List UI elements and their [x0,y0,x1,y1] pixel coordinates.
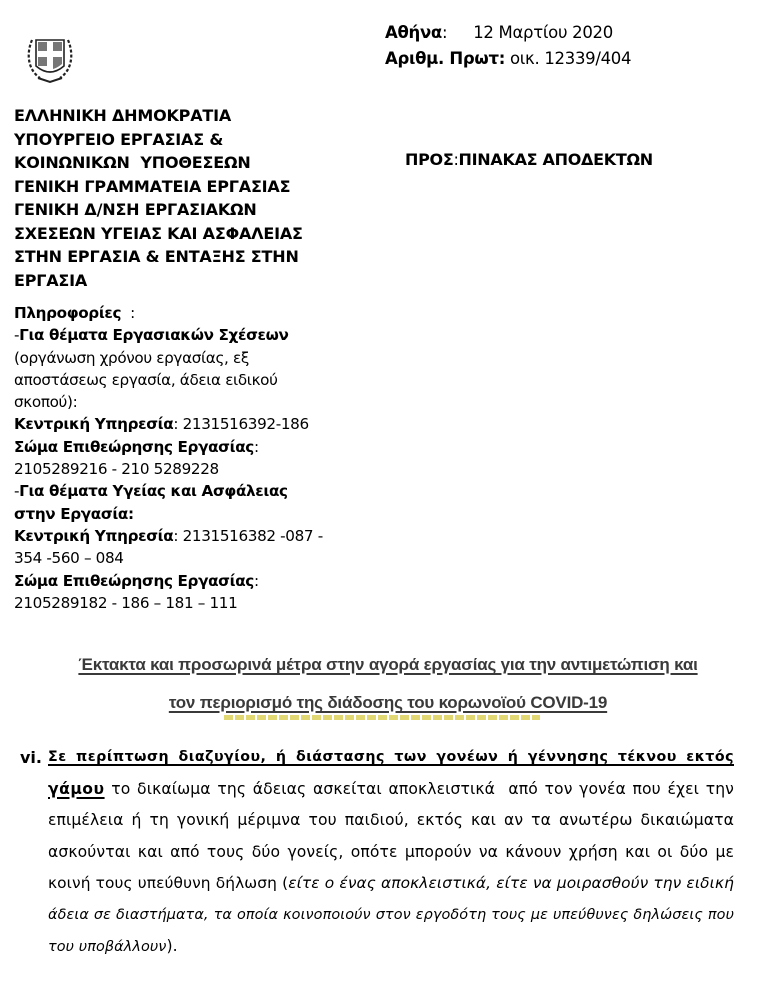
dash: - [14,326,20,345]
section2-heading [14,480,323,502]
recipient-label: ΠΡΟΣ [405,150,454,169]
section1-heading [14,324,323,346]
contact-info [14,302,323,614]
org-line: ΚΟΙΝΩΝΙΚΩΝ ΥΠΟΘΕΣΕΩΝ [14,153,251,172]
sep: : [253,571,259,590]
section2-heading-cont [14,503,323,525]
section1-title: Για θέματα Εργασιακών Σχέσεων [19,326,289,345]
italic-text: άδεια σε διαστήματα, τα οποία κοινοποιούν στον εργοδότη τους με υπεύθυνες δηλώσεις που [48,906,734,923]
city-sep: : [441,23,448,42]
info-title-sep: : [121,304,135,322]
para-line [48,868,734,900]
date-line [385,20,631,46]
text: ). [166,937,178,955]
city-label: Αθήνα [385,23,442,42]
info-title: Πληροφορίες [14,304,122,322]
emphasis-underlined: Σε περίπτωση διαζυγίου, ή διάστασης των γονέων ή γέννησης τέκνου εκτός [48,749,734,765]
sep: : [253,437,259,456]
protocol-number: οικ. 12339/404 [509,49,632,68]
inspection-phone-2: 2105289182 - 186 – 181 – 111 [14,593,238,612]
recipient-value: ΠΙΝΑΚΑΣ ΑΠΟΔΕΚΤΩΝ [458,150,653,169]
document-title [0,646,776,722]
section1-desc-line: (οργάνωση χρόνου εργασίας, εξ [14,348,249,367]
title-divider [224,715,540,720]
para-line: ασκούνται και από τους δύο γονείς, οπότε μπορούν να κάνουν χρήση και οι δύο με [48,842,734,861]
org-line: ΣΤΗΝ ΕΡΓΑΣΙΑ & ΕΝΤΑΞΗΣ ΣΤΗΝ [14,247,299,266]
central-phone: : 2131516382 -087 - [173,526,323,545]
central-service-2 [14,525,323,547]
org-line: ΣΧΕΣΕΩΝ ΥΓΕΙΑΣ ΚΑΙ ΑΣΦΑΛΕΙΑΣ [14,223,303,243]
central-phone-cont: 354 -560 – 084 [14,549,124,568]
protocol-line [385,46,631,72]
section2-title-cont: στην Εργασία: [14,504,134,523]
issuing-organization [14,104,303,292]
org-line: ΕΛΛΗΝΙΚΗ ΔΗΜΟΚΡΑΤΙΑ [14,106,232,125]
org-line: ΓΕΝΙΚΗ Δ/ΝΣΗ ΕΡΓΑΣΙΑΚΩΝ [14,200,257,219]
section1-desc-line: αποστάσεως εργασία, άδεια ειδικού [14,370,278,389]
title-line-2: τον περιορισμό της διάδοσης του κορωνοϊού COVID-19 [168,693,608,712]
item-number: vi. [20,748,42,767]
protocol-label: Αριθμ. Πρωτ: [385,49,505,68]
org-line: ΥΠΟΥΡΓΕΙΟ ΕΡΓΑΣΙΑΣ & [14,129,224,149]
emphasis-underlined: γάμου [48,779,105,798]
italic-text: του υποβάλλουν [48,939,167,955]
italic-text: είτε ο ένας αποκλειστικά, είτε να μοιρασθούν την ειδική [288,874,734,892]
para-line: επιμέλεια ή τη γονική μέριμνα του παιδιού, εκτός και αν τα ανωτέρω δικαιώματα [48,811,734,829]
central-label: Κεντρική Υπηρεσία [14,526,174,545]
para-line [48,742,734,774]
inspection-label: Σώμα Επιθεώρησης Εργασίας [14,437,254,456]
central-service-1 [14,413,323,435]
section2-title: Για θέματα Υγείας και Ασφάλειας [19,482,288,501]
item-paragraph [48,742,734,964]
section1-desc-line: σκοπού): [14,393,78,412]
inspection-label: Σώμα Επιθεώρησης Εργασίας [14,571,254,590]
info-title-line [14,302,323,324]
central-phone: : 2131516392-186 [173,415,309,434]
recipient-sep: : [453,150,459,169]
para-line [48,931,734,964]
document-header-meta [385,20,631,72]
inspection-phone-1: 2105289216 - 210 5289228 [14,460,219,479]
dash: - [14,482,20,501]
inspection-1 [14,436,323,458]
org-line: ΓΕΝΙΚΗ ΓΡΑΜΜΑΤΕΙΑ ΕΡΓΑΣΙΑΣ [14,176,291,196]
text: κοινή τους υπεύθυνη δήλωση ( [48,874,289,892]
central-label: Κεντρική Υπηρεσία [14,415,174,434]
inspection-2 [14,570,323,592]
recipient [405,150,653,169]
greek-state-emblem-icon [24,26,76,84]
para-line [48,900,734,932]
para-line [48,774,734,806]
org-line: ΕΡΓΑΣΙΑ [14,270,88,290]
text: το δικαίωμα της άδειας ασκείται αποκλειστικά από τον γονέα που έχει την [104,779,734,798]
document-date: 12 Μαρτίου 2020 [473,23,613,42]
title-line-1: Έκτακτα και προσωρινά μέτρα στην αγορά εργασίας για την αντιμετώπιση και [78,655,698,674]
